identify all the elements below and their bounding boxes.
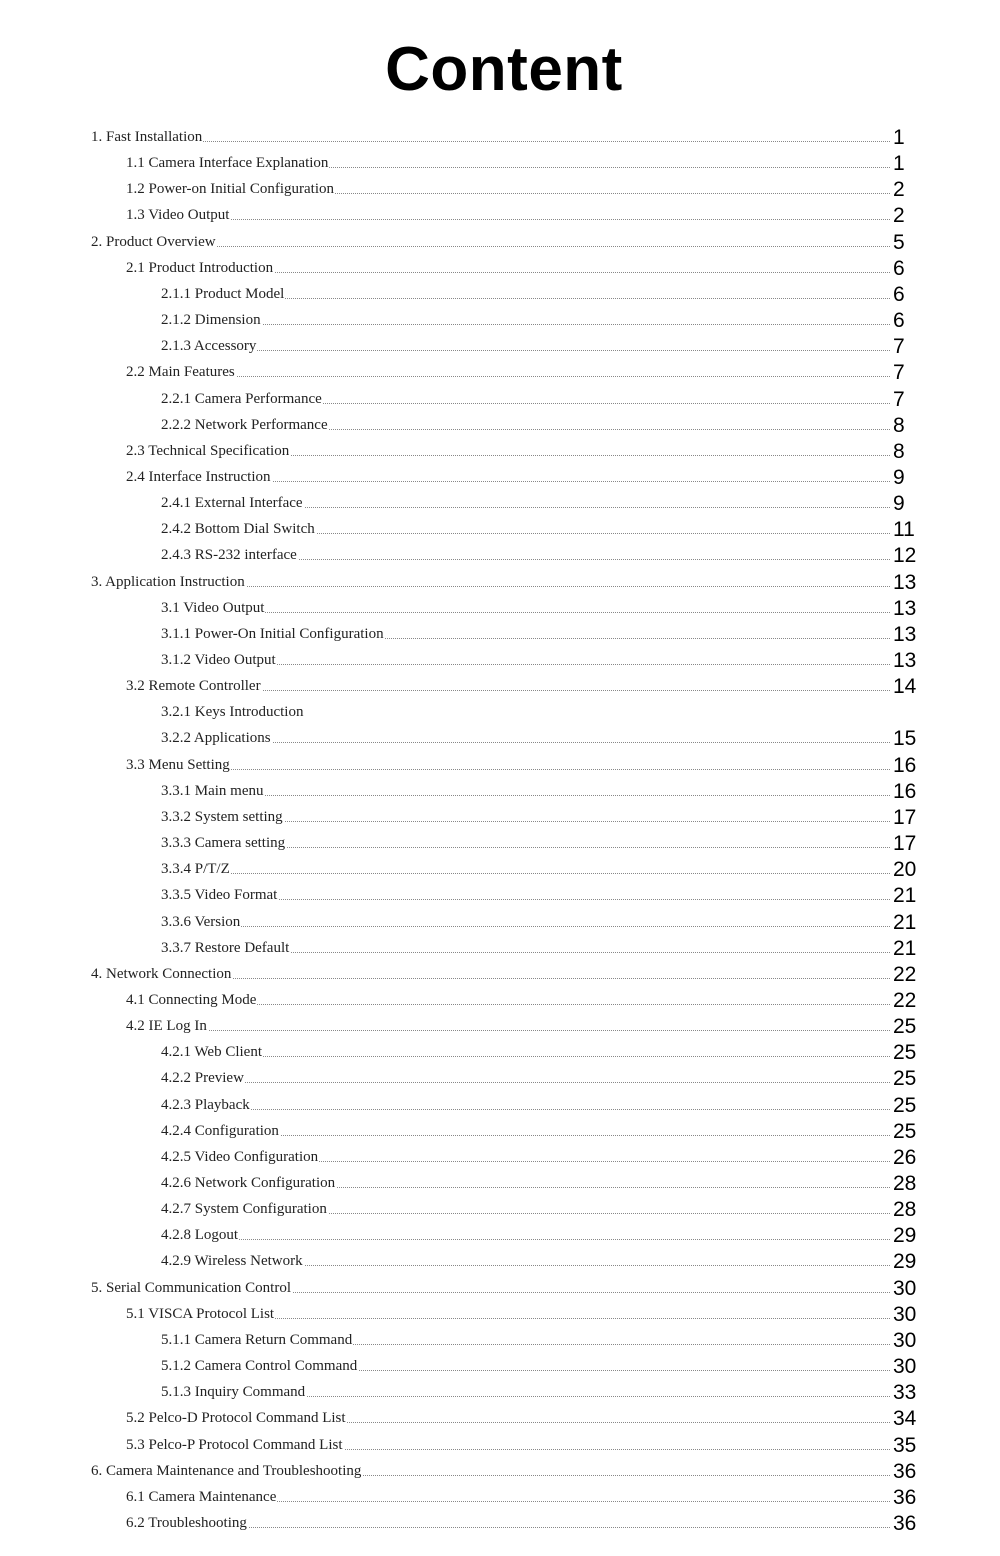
- toc-entry-title: 4.2.9 Wireless Network: [161, 1253, 303, 1269]
- toc-entry[interactable]: [0, 1016, 1000, 1038]
- toc-entry[interactable]: [0, 1356, 1000, 1378]
- toc-entry[interactable]: [0, 1408, 1000, 1430]
- leader-dots: [161, 612, 890, 613]
- toc-entry[interactable]: [0, 598, 1000, 620]
- toc-entry-title: 2.3 Technical Specification: [126, 443, 290, 459]
- toc-entry-title: 3.3.7 Restore Default: [161, 940, 290, 956]
- toc-entry[interactable]: [0, 1042, 1000, 1064]
- toc-entry-page-number: 21: [893, 937, 917, 960]
- toc-entry-title: 4.2.5 Video Configuration: [161, 1149, 319, 1165]
- toc-entry-title: 4.2.1 Web Client: [161, 1044, 263, 1060]
- toc-entry-page-number: 8: [893, 414, 905, 437]
- toc-entry-title: 2.1.3 Accessory: [161, 338, 257, 354]
- toc-entry-page-number: 26: [893, 1146, 917, 1169]
- toc-entry-page-number: 8: [893, 440, 905, 463]
- toc-entry[interactable]: [0, 1435, 1000, 1457]
- toc-entry-page-number: 13: [893, 649, 917, 672]
- toc-entry[interactable]: [0, 755, 1000, 777]
- toc-entry-title: 4.2 IE Log In: [126, 1018, 207, 1034]
- toc-entry[interactable]: [0, 1225, 1000, 1247]
- toc-entry-page-number: 25: [893, 1015, 917, 1038]
- toc-entry-page-number: 29: [893, 1250, 917, 1273]
- toc-entry[interactable]: [0, 938, 1000, 960]
- leader-dots: [161, 1109, 890, 1110]
- toc-entry[interactable]: [0, 258, 1000, 280]
- toc-entry-page-number: 30: [893, 1355, 917, 1378]
- toc-entry-title: 2.4 Interface Instruction: [126, 469, 271, 485]
- toc-entry-title: 2.2.1 Camera Performance: [161, 391, 322, 407]
- toc-entry[interactable]: [0, 572, 1000, 594]
- toc-entry-title: 5. Serial Communication Control: [91, 1280, 291, 1296]
- toc-entry-page-number: 11: [893, 518, 915, 541]
- toc-entry[interactable]: [0, 415, 1000, 437]
- toc-entry-title: 3.1.1 Power-On Initial Configuration: [161, 626, 384, 642]
- toc-entry-page-number: 33: [893, 1381, 917, 1404]
- toc-entry[interactable]: [0, 153, 1000, 175]
- toc-entry[interactable]: [0, 467, 1000, 489]
- toc-entry[interactable]: [0, 205, 1000, 227]
- toc-entry[interactable]: [0, 127, 1000, 149]
- toc-entry-title: 1.3 Video Output: [126, 207, 230, 223]
- toc-entry-title: 2. Product Overview: [91, 234, 216, 250]
- leader-dots: [161, 1082, 890, 1083]
- toc-entry-page-number: 29: [893, 1224, 917, 1247]
- toc-entry-page-number: 17: [893, 832, 917, 855]
- toc-entry[interactable]: [0, 1121, 1000, 1143]
- toc-entry[interactable]: [0, 833, 1000, 855]
- toc-entry-title: 3.2 Remote Controller: [126, 678, 261, 694]
- toc-entry-title: 4.2.7 System Configuration: [161, 1201, 327, 1217]
- toc-entry-page-number: 30: [893, 1277, 917, 1300]
- toc-entry-page-number: 22: [893, 989, 917, 1012]
- toc-entry-title: 1.1 Camera Interface Explanation: [126, 155, 329, 171]
- toc-entry-title: 3.3.5 Video Format: [161, 887, 278, 903]
- toc-entry-title: 3.3.2 System setting: [161, 809, 283, 825]
- toc-entry-page-number: 25: [893, 1120, 917, 1143]
- toc-entry-page-number: 6: [893, 309, 905, 332]
- toc-entry[interactable]: [0, 336, 1000, 358]
- toc-entry-page-number: 21: [893, 911, 917, 934]
- leader-dots: [161, 1239, 890, 1240]
- toc-entry-page-number: 30: [893, 1329, 917, 1352]
- toc-entry-title: 1.2 Power-on Initial Configuration: [126, 181, 335, 197]
- toc-entry[interactable]: [0, 362, 1000, 384]
- toc-entry-page-number: 36: [893, 1460, 917, 1483]
- toc-entry-title: 4. Network Connection: [91, 966, 232, 982]
- toc-entry[interactable]: [0, 859, 1000, 881]
- toc-entry[interactable]: [0, 990, 1000, 1012]
- toc-entry-page-number: 25: [893, 1067, 917, 1090]
- toc-entry-title: 2.4.1 External Interface: [161, 495, 303, 511]
- toc-entry[interactable]: [0, 1330, 1000, 1352]
- toc-entry-page-number: 2: [893, 204, 905, 227]
- toc-entry[interactable]: [0, 232, 1000, 254]
- toc-entry-page-number: 15: [893, 727, 917, 750]
- toc-entry-page-number: 28: [893, 1172, 917, 1195]
- toc-entry-title: 2.1.1 Product Model: [161, 286, 285, 302]
- leader-dots: [126, 376, 890, 377]
- toc-entry-page-number: 7: [893, 388, 905, 411]
- toc-entry[interactable]: [0, 179, 1000, 201]
- toc-entry-title: 2.1 Product Introduction: [126, 260, 274, 276]
- toc-entry-title: 3.2.2 Applications: [161, 730, 271, 746]
- toc-entry-page-number: 21: [893, 884, 917, 907]
- leader-dots: [161, 795, 890, 796]
- toc-entry-title: 4.2.3 Playback: [161, 1097, 250, 1113]
- toc-entry-title: 6.2 Troubleshooting: [126, 1515, 247, 1531]
- toc-entry-page-number: 12: [893, 544, 917, 567]
- toc-entry[interactable]: [0, 1068, 1000, 1090]
- toc-entry[interactable]: [0, 885, 1000, 907]
- toc-entry-title: 4.1 Connecting Mode: [126, 992, 257, 1008]
- toc-entry[interactable]: [0, 1173, 1000, 1195]
- toc-entry-title: 4.2.8 Logout: [161, 1227, 239, 1243]
- toc-entry[interactable]: [0, 1095, 1000, 1117]
- toc-entry-page-number: 1: [893, 126, 905, 149]
- toc-entry-page-number: 7: [893, 335, 905, 358]
- toc-entry[interactable]: [0, 702, 1000, 724]
- toc-entry-title: 5.1 VISCA Protocol List: [126, 1306, 275, 1322]
- toc-entry-title: 3.2.1 Keys Introduction: [161, 704, 304, 720]
- toc-entry-title: 1. Fast Installation: [91, 129, 203, 145]
- leader-dots: [161, 1056, 890, 1057]
- toc-entry[interactable]: [0, 624, 1000, 646]
- toc-entry-page-number: 16: [893, 754, 917, 777]
- toc-entry-page-number: 2: [893, 178, 905, 201]
- toc-entry-page-number: 6: [893, 257, 905, 280]
- toc-entry[interactable]: [0, 310, 1000, 332]
- toc-entry-page-number: 20: [893, 858, 917, 881]
- toc-entry-page-number: 22: [893, 963, 917, 986]
- toc-entry[interactable]: [0, 1382, 1000, 1404]
- toc-entry-page-number: 1: [893, 152, 905, 175]
- toc-entry[interactable]: [0, 519, 1000, 541]
- toc-entry-title: 3.3.3 Camera setting: [161, 835, 286, 851]
- leader-dots: [91, 141, 890, 142]
- toc-entry[interactable]: [0, 1513, 1000, 1535]
- toc-entry-title: 3.1.2 Video Output: [161, 652, 276, 668]
- toc-entry-page-number: 13: [893, 571, 917, 594]
- leader-dots: [161, 350, 890, 351]
- toc-entry[interactable]: [0, 964, 1000, 986]
- leader-dots: [161, 873, 890, 874]
- leader-dots: [161, 324, 890, 325]
- leader-dots: [126, 769, 890, 770]
- toc-entry-title: 4.2.4 Configuration: [161, 1123, 279, 1139]
- toc-entry[interactable]: [0, 807, 1000, 829]
- toc-entry-page-number: 14: [893, 675, 917, 698]
- toc-entry-title: 2.2.2 Network Performance: [161, 417, 328, 433]
- toc-entry-title: 3.1 Video Output: [161, 600, 265, 616]
- toc-entry[interactable]: [0, 912, 1000, 934]
- toc-entry[interactable]: [0, 441, 1000, 463]
- toc-entry-title: 3.3.4 P/T/Z: [161, 861, 230, 877]
- toc-entry[interactable]: [0, 1487, 1000, 1509]
- toc-entry[interactable]: [0, 728, 1000, 750]
- toc-entry-title: 3.3.1 Main menu: [161, 783, 264, 799]
- toc-entry-title: 4.2.2 Preview: [161, 1070, 244, 1086]
- toc-entry-title: 2.2 Main Features: [126, 364, 235, 380]
- toc-entry-title: 2.4.3 RS-232 interface: [161, 547, 297, 563]
- toc-entry-page-number: 9: [893, 492, 905, 515]
- leader-dots: [161, 926, 890, 927]
- toc-entry[interactable]: [0, 676, 1000, 698]
- toc-entry[interactable]: [0, 1304, 1000, 1326]
- toc-entry-page-number: 6: [893, 283, 905, 306]
- toc-entry[interactable]: [0, 493, 1000, 515]
- toc-entry-title: 6.1 Camera Maintenance: [126, 1489, 277, 1505]
- toc-entry[interactable]: [0, 1461, 1000, 1483]
- toc-entry-page-number: 13: [893, 623, 917, 646]
- toc-entry-page-number: 9: [893, 466, 905, 489]
- leader-dots: [126, 219, 890, 220]
- toc-entry-page-number: 13: [893, 597, 917, 620]
- toc-entry-page-number: 25: [893, 1094, 917, 1117]
- toc-entry[interactable]: [0, 545, 1000, 567]
- toc-entry-page-number: 16: [893, 780, 917, 803]
- toc-entry-title: 4.2.6 Network Configuration: [161, 1175, 336, 1191]
- leader-dots: [126, 1030, 890, 1031]
- toc-entry[interactable]: [0, 389, 1000, 411]
- toc-entry-title: 2.1.2 Dimension: [161, 312, 261, 328]
- toc-entry-page-number: 25: [893, 1041, 917, 1064]
- toc-entry-title: 3.3 Menu Setting: [126, 757, 230, 773]
- toc-entry-page-number: 36: [893, 1486, 917, 1509]
- toc-entry[interactable]: [0, 284, 1000, 306]
- toc-entry[interactable]: [0, 1278, 1000, 1300]
- toc-entry-page-number: 5: [893, 231, 905, 254]
- toc-entry-title: 5.1.3 Inquiry Command: [161, 1384, 306, 1400]
- toc-entry[interactable]: [0, 1147, 1000, 1169]
- toc-entry-page-number: 35: [893, 1434, 917, 1457]
- toc-entry-title: 6. Camera Maintenance and Troubleshooting: [91, 1463, 362, 1479]
- toc-entry-title: 5.1.1 Camera Return Command: [161, 1332, 353, 1348]
- toc-entry-title: 5.2 Pelco-D Protocol Command List: [126, 1410, 346, 1426]
- toc-entry-title: 5.3 Pelco-P Protocol Command List: [126, 1437, 343, 1453]
- toc-entry[interactable]: [0, 650, 1000, 672]
- toc-entry-title: 3. Application Instruction: [91, 574, 245, 590]
- toc-entry-page-number: 34: [893, 1407, 917, 1430]
- toc-entry-title: 2.4.2 Bottom Dial Switch: [161, 521, 315, 537]
- toc-entry-page-number: 7: [893, 361, 905, 384]
- page-title: Content: [385, 35, 623, 104]
- toc-entry[interactable]: [0, 1251, 1000, 1273]
- toc-entry-page-number: 30: [893, 1303, 917, 1326]
- toc-entry-title: 3.3.6 Version: [161, 914, 241, 930]
- toc-entry-page-number: 17: [893, 806, 917, 829]
- toc-entry[interactable]: [0, 1199, 1000, 1221]
- toc-entry-page-number: 36: [893, 1512, 917, 1535]
- toc-entry-title: 5.1.2 Camera Control Command: [161, 1358, 358, 1374]
- toc-entry-page-number: 28: [893, 1198, 917, 1221]
- toc-entry[interactable]: [0, 781, 1000, 803]
